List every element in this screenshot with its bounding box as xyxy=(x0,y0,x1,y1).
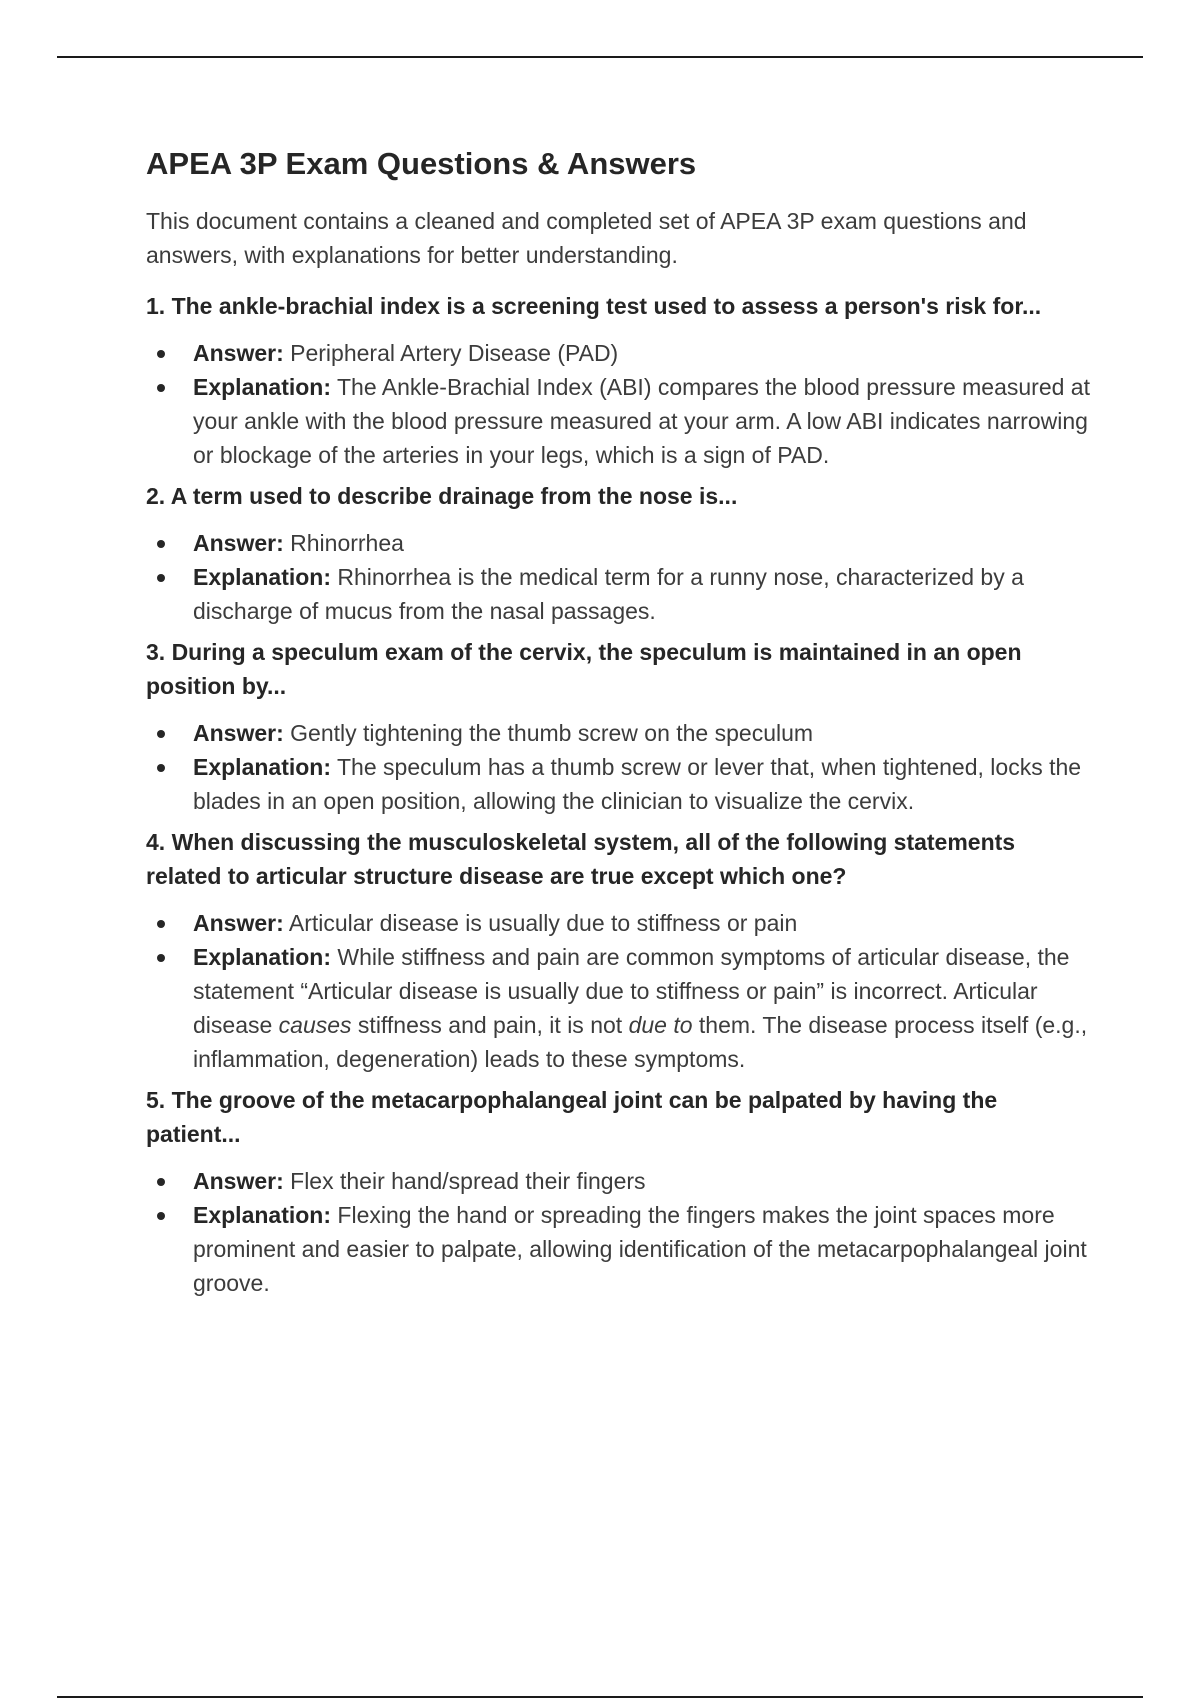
answer-bullet xyxy=(146,906,1090,940)
question-text: 1. The ankle-brachial index is a screening test used to assess a person's risk for... xyxy=(146,293,1042,319)
explanation-label: Explanation: xyxy=(193,1202,332,1228)
explanation-label: Explanation: xyxy=(193,754,332,780)
answer-label: Answer: xyxy=(193,1168,284,1194)
explanation-bullet xyxy=(146,370,1090,472)
explanation-text-part-3: them. The disease process itself (e.g., inflammation, degeneration) leads to these symptoms. xyxy=(193,1012,1088,1072)
explanation-emphasis-due-to: due to xyxy=(628,1012,693,1038)
explanation-emphasis-causes: causes xyxy=(278,1012,352,1038)
document-title: APEA 3P Exam Questions & Answers xyxy=(146,146,697,181)
explanation-text: Rhinorrhea is the medical term for a runny nose, characterized by a discharge of mucus from the nasal passages. xyxy=(193,564,1024,624)
answer-bullet xyxy=(146,1164,1090,1198)
explanation-bullet xyxy=(146,560,1090,628)
explanation-label: Explanation: xyxy=(193,944,332,970)
top-divider xyxy=(57,56,1143,58)
question-text: 4. When discussing the musculoskeletal system, all of the following statements related to articular structure disease are true except which one? xyxy=(146,829,1016,889)
explanation-bullet xyxy=(146,940,1090,1076)
answer-text: Peripheral Artery Disease (PAD) xyxy=(290,340,619,366)
explanation-label: Explanation: xyxy=(193,564,332,590)
answer-bullet xyxy=(146,336,1090,370)
answer-text: Articular disease is usually due to stiffness or pain xyxy=(288,910,798,936)
document-body xyxy=(146,142,1090,1307)
answer-label: Answer: xyxy=(193,720,284,746)
intro-paragraph: This document contains a cleaned and completed set of APEA 3P exam questions and answers, with explanations for better understanding. xyxy=(146,208,1027,268)
explanation-text-part-1: While stiffness and pain are common symptoms of articular disease, the statement “Articular disease is usually due to stiffness or pain” is incorrect. Articular disease xyxy=(193,944,1070,1038)
explanation-text: The Ankle-Brachial Index (ABI) compares the blood pressure measured at your ankle with the blood pressure measured at your arm. A low ABI indicates narrowing or blockage of the arteries in your legs, which is a sign of PAD. xyxy=(193,374,1090,468)
answer-text: Gently tightening the thumb screw on the speculum xyxy=(290,720,814,746)
qa-bullets xyxy=(146,906,1090,1076)
explanation-text: The speculum has a thumb screw or lever that, when tightened, locks the blades in an open position, allowing the clinician to visualize the cervix. xyxy=(193,754,1082,814)
question-text: 5. The groove of the metacarpophalangeal joint can be palpated by having the patient... xyxy=(146,1087,998,1147)
qa-item-2 xyxy=(146,479,1090,628)
qa-item-3 xyxy=(146,635,1090,818)
answer-label: Answer: xyxy=(193,340,284,366)
qa-bullets xyxy=(146,336,1090,472)
question-text: 3. During a speculum exam of the cervix, the speculum is maintained in an open position by... xyxy=(146,639,1022,699)
answer-label: Answer: xyxy=(193,910,284,936)
qa-bullets xyxy=(146,1164,1090,1300)
qa-bullets xyxy=(146,526,1090,628)
qa-item-4 xyxy=(146,825,1090,1076)
answer-bullet xyxy=(146,526,1090,560)
answer-text: Rhinorrhea xyxy=(290,530,404,556)
qa-bullets xyxy=(146,716,1090,818)
explanation-bullet xyxy=(146,1198,1090,1300)
question-text: 2. A term used to describe drainage from the nose is... xyxy=(146,483,738,509)
answer-bullet xyxy=(146,716,1090,750)
explanation-label: Explanation: xyxy=(193,374,332,400)
answer-text: Flex their hand/spread their fingers xyxy=(290,1168,646,1194)
qa-item-1 xyxy=(146,289,1090,472)
explanation-text-part-2: stiffness and pain, it is not xyxy=(351,1012,629,1038)
qa-item-5 xyxy=(146,1083,1090,1300)
explanation-bullet xyxy=(146,750,1090,818)
explanation-text: Flexing the hand or spreading the fingers makes the joint spaces more prominent and easier to palpate, allowing identification of the metacarpophalangeal joint groove. xyxy=(193,1202,1087,1296)
answer-label: Answer: xyxy=(193,530,284,556)
bottom-divider xyxy=(57,1696,1143,1698)
